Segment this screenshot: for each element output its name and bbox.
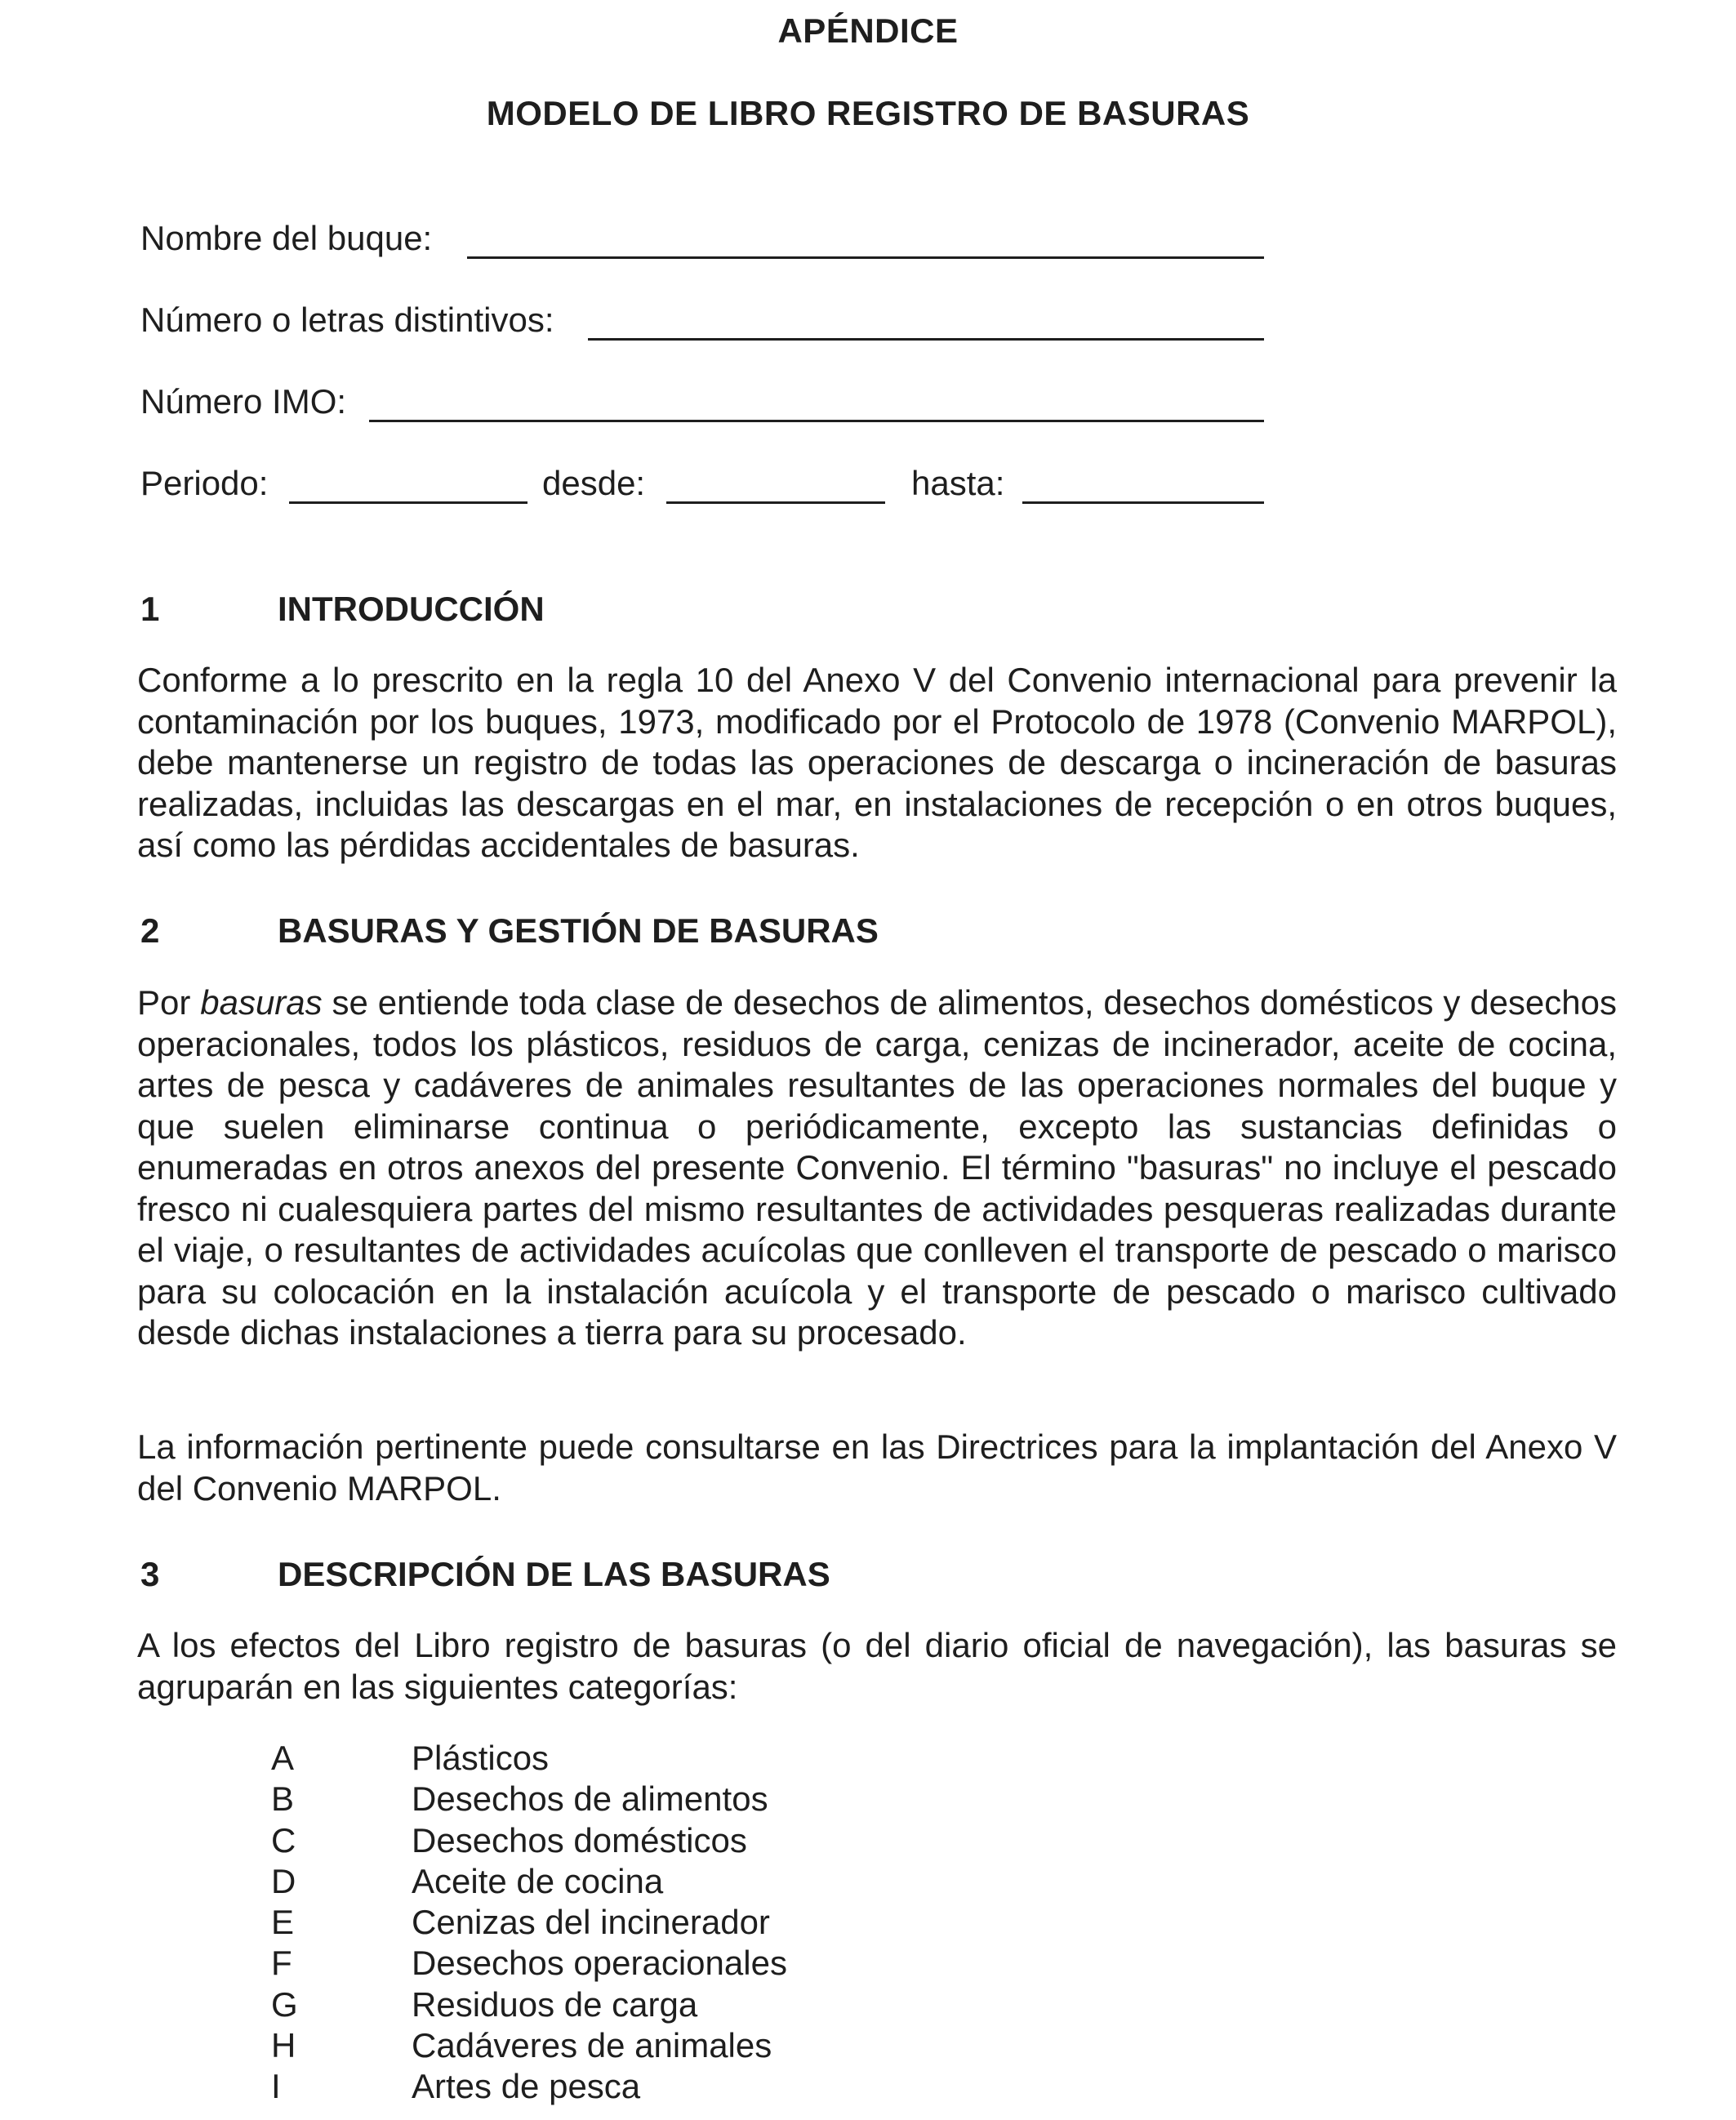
from-label: desde:: [542, 464, 646, 502]
section-1-paragraph: Conforme a lo prescrito en la regla 10 del Anexo V del Convenio internacional para prevenir la contaminación por los buques, 1973, modificado por el Protocolo de 1978 (Convenio MARPOL), debe mantenerse un registro de todas las operaciones de descarga o incineración de basuras realizadas, incluidas las descargas en el mar, en instalaciones de recepción o en otros buques, así como las pérdidas accidentales de basuras.: [137, 661, 1617, 864]
category-label: Cenizas del incinerador: [412, 1903, 770, 1942]
section-1-title: INTRODUCCIÓN: [278, 590, 545, 628]
section-3-title: DESCRIPCIÓN DE LAS BASURAS: [278, 1555, 830, 1593]
period-label: Periodo:: [140, 464, 269, 502]
category-label: Plásticos: [412, 1739, 550, 1777]
category-label: Residuos de carga: [412, 1984, 698, 2024]
category-code: H: [271, 2026, 296, 2065]
section-1-number: 1: [140, 590, 160, 628]
to-label: hasta:: [911, 464, 1005, 502]
section-2-title: BASURAS Y GESTIÓN DE BASURAS: [278, 911, 879, 950]
category-code: G: [271, 1984, 298, 2024]
defined-term: basuras: [200, 983, 323, 1022]
section-3-number: 3: [140, 1555, 160, 1593]
section-3-paragraph: A los efectos del Libro registro de basuras (o del diario oficial de navegación), las basuras se agruparán en las siguientes categorías:: [137, 1626, 1617, 1706]
section-2-paragraph-1: [137, 982, 1617, 1354]
category-code: I: [271, 2067, 281, 2106]
category-label: Desechos domésticos: [412, 1820, 747, 1859]
category-code: B: [271, 1779, 295, 1819]
ship-name-label: Nombre del buque:: [140, 219, 433, 257]
from-blank: [666, 501, 885, 504]
to-blank: [1022, 501, 1264, 504]
imo-number-label: Número IMO:: [140, 382, 347, 421]
category-code: F: [271, 1944, 292, 1983]
appendix-heading: APÉNDICE: [777, 11, 959, 50]
category-label: Aceite de cocina: [412, 1861, 664, 1900]
category-label: Desechos de alimentos: [412, 1779, 768, 1819]
ship-name-blank: [467, 256, 1264, 259]
category-label: Artes de pesca: [412, 2067, 641, 2106]
category-code: E: [271, 1903, 295, 1942]
imo-number-blank: [369, 420, 1264, 422]
paragraph-body: se entiende toda clase de desechos de alimentos, desechos domésticos y desechos operacionales, todos los plásticos, residuos de carga, cenizas de incinerador, aceite de cocina, artes de pesca y cadáveres de animales resultantes de las operaciones normales del buque y que suelen eliminarse continua o periódicamente, excepto las sustancias definidas o enumeradas en otros anexos del presente Convenio. El término "basuras" no incluye el pescado fresco ni cualesquiera partes del mismo resultantes de actividades pesqueras realizadas durante el viaje, o resultantes de actividades acuícolas que conlleven el transporte de pescado o marisco para su colocación en la instalación acuícola y el transporte de pescado o marisco cultivado desde dichas instalaciones a tierra para su procesado.: [137, 983, 1617, 1352]
distinctive-letters-label: Número o letras distintivos:: [140, 301, 554, 339]
document-title: MODELO DE LIBRO REGISTRO DE BASURAS: [486, 94, 1250, 132]
section-2-number: 2: [140, 911, 160, 950]
paragraph-lead: Por: [137, 983, 201, 1022]
category-code: A: [271, 1739, 295, 1777]
category-code: C: [271, 1820, 296, 1859]
period-blank: [289, 501, 527, 504]
distinctive-letters-blank: [588, 338, 1264, 341]
category-label: Cadáveres de animales: [412, 2026, 772, 2065]
category-label: Desechos operacionales: [412, 1944, 787, 1983]
section-2-paragraph-2: La información pertinente puede consultarse en las Directrices para la implantación del Anexo V del Convenio MARPOL.: [137, 1427, 1617, 1508]
category-code: D: [271, 1861, 296, 1900]
